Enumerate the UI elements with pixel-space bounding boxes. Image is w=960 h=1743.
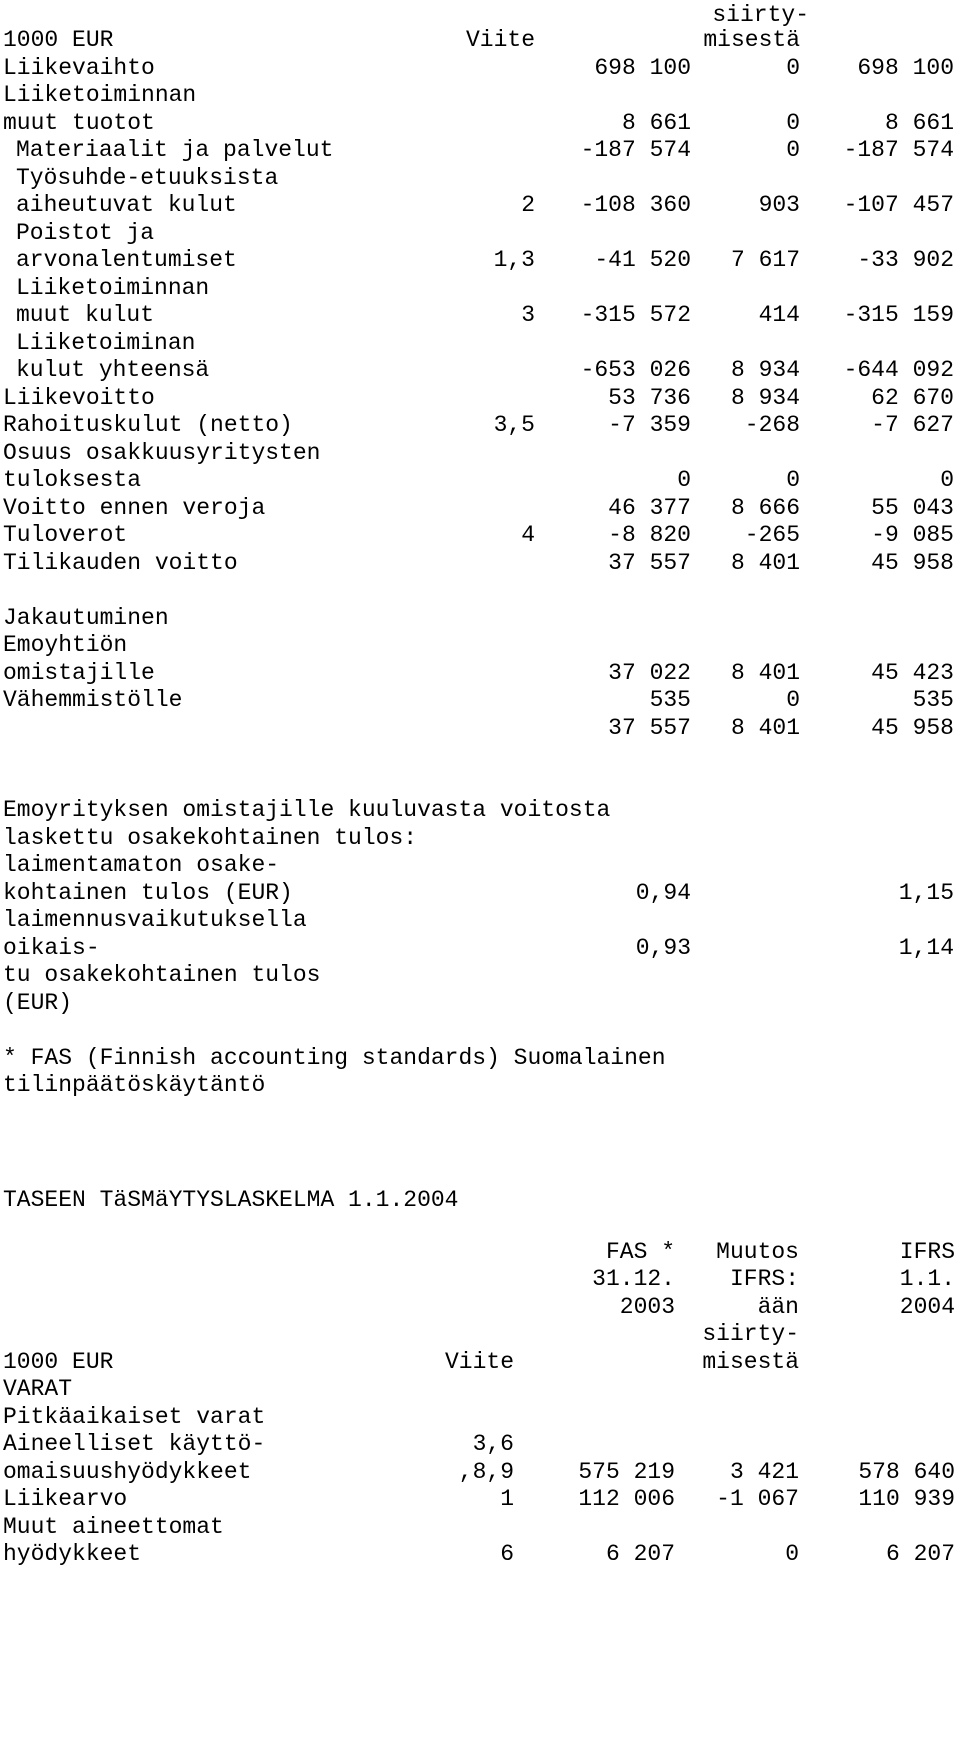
eps-heading: Emoyrityksen omistajille kuuluvasta voitosta [3, 797, 611, 823]
row-label-cont: kohtainen tulos (EUR) [3, 880, 293, 906]
row-label: Liikevoitto [3, 385, 155, 411]
value-viite: 4 [521, 522, 535, 548]
value-ifrs: 55 043 [871, 495, 954, 521]
table-row [0, 521, 960, 550]
value-viite: 3,5 [493, 412, 535, 438]
balance-header-row [0, 1265, 960, 1294]
value-ifrs: 0 [940, 467, 954, 493]
row-label-cont: tuloksesta [3, 467, 142, 493]
row-label: laimennusvaikutuksella [3, 907, 307, 933]
value-change: 8 934 [730, 385, 800, 411]
value-fas: 37 557 [608, 550, 691, 576]
value-viite: 1 [500, 1486, 514, 1512]
balance-header-row [0, 1320, 960, 1349]
row-label: Liiketoiminnan [16, 275, 210, 301]
value-change: 0 [786, 137, 800, 163]
col-header-viite: Viite [444, 1349, 514, 1375]
col-header-ifrs: 1.1. [899, 1266, 955, 1292]
row-label: Liikearvo [3, 1486, 128, 1512]
value-ifrs: 535 [912, 687, 954, 713]
value-ifrs: 45 423 [871, 660, 954, 686]
value-ifrs: 45 958 [871, 715, 954, 741]
value-change: 0 [786, 55, 800, 81]
row-label: Vähemmistölle [3, 687, 183, 713]
value-fas: 575 219 [578, 1459, 675, 1485]
table-row [0, 879, 960, 908]
row-label-cont: kulut yhteensä [16, 357, 210, 383]
value-viite: 3 [521, 302, 535, 328]
unit-label: 1000 EUR [3, 1349, 114, 1375]
row-label-cont: aiheutuvat kulut [16, 192, 237, 218]
table-row [0, 1458, 960, 1487]
footnote-line: * FAS (Finnish accounting standards) Suomalainen [3, 1045, 666, 1071]
value-viite: ,8,9 [458, 1459, 514, 1485]
row-label: Voitto ennen veroja [3, 495, 266, 521]
col-header-fas: 31.12. [592, 1266, 675, 1292]
row-label: Rahoituskulut (netto) [3, 412, 293, 438]
value-fas: 535 [649, 687, 691, 713]
value-ifrs: 62 670 [871, 385, 954, 411]
value-change: 8 401 [730, 550, 800, 576]
table-row [0, 356, 960, 385]
value-change: 0 [786, 467, 800, 493]
value-fas: 8 661 [621, 110, 691, 136]
balance-header-row [0, 1293, 960, 1322]
table-row [0, 301, 960, 330]
row-label: Materiaalit ja palvelut [16, 137, 334, 163]
table-row [0, 934, 960, 963]
table-row [0, 54, 960, 83]
row-label: Tuloverot [3, 522, 128, 548]
total-row [0, 714, 960, 743]
col-header-transition-top: siirty- [712, 2, 809, 28]
table-row [0, 549, 960, 578]
row-label-cont: tu osakekohtainen tulos [3, 962, 321, 988]
value-change: 7 617 [730, 247, 800, 273]
row-label: Poistot ja [16, 220, 155, 246]
value-fas: 0,94 [635, 880, 691, 906]
value-ifrs: -107 457 [843, 192, 954, 218]
table-row [0, 1485, 960, 1514]
value-viite: 3,6 [472, 1431, 514, 1457]
value-ifrs: 6 207 [885, 1541, 955, 1567]
value-ifrs: -9 085 [871, 522, 954, 548]
value-change: 0 [786, 687, 800, 713]
table-row [0, 411, 960, 440]
row-label-cont: omistajille [3, 660, 155, 686]
value-viite: 1,3 [493, 247, 535, 273]
row-label-cont: arvonalentumiset [16, 247, 237, 273]
row-label: Liiketoiminan [16, 330, 196, 356]
section-label: VARAT [3, 1376, 73, 1402]
table-row [0, 659, 960, 688]
row-label-cont: (EUR) [3, 990, 73, 1016]
value-fas: -108 360 [580, 192, 691, 218]
value-fas: 53 736 [608, 385, 691, 411]
row-label: Liikevaihto [3, 55, 155, 81]
balance-header-row [0, 1348, 960, 1377]
row-label-cont: omaisuushyödykkeet [3, 1459, 252, 1485]
value-ifrs: 45 958 [871, 550, 954, 576]
value-ifrs: 110 939 [858, 1486, 955, 1512]
value-ifrs: -187 574 [843, 137, 954, 163]
value-change: 8 401 [730, 660, 800, 686]
value-ifrs: 698 100 [857, 55, 954, 81]
row-label: Emoyhtiön [3, 632, 128, 658]
col-header-viite: Viite [465, 27, 535, 53]
value-change: 8 934 [730, 357, 800, 383]
value-fas: 0 [677, 467, 691, 493]
row-label-cont: muut tuotot [3, 110, 155, 136]
value-ifrs: 1,14 [898, 935, 954, 961]
row-label: Osuus osakkuusyritysten [3, 440, 321, 466]
col-header-fas: FAS * [605, 1239, 675, 1265]
row-label: Aineelliset käyttö- [3, 1431, 266, 1457]
value-change: 414 [758, 302, 800, 328]
value-viite: 2 [521, 192, 535, 218]
value-ifrs: 578 640 [858, 1459, 955, 1485]
value-change: -265 [744, 522, 800, 548]
col-header-transition: misestä [703, 27, 800, 53]
table-row [0, 136, 960, 165]
value-ifrs: -33 902 [857, 247, 954, 273]
value-ifrs: -315 159 [843, 302, 954, 328]
col-header-change: ään [757, 1294, 799, 1320]
balance-title: TASEEN TäSMäYTYSLASKELMA 1.1.2004 [3, 1187, 459, 1213]
value-change: -268 [744, 412, 800, 438]
row-label-cont: hyödykkeet [3, 1541, 142, 1567]
value-change: 0 [785, 1541, 799, 1567]
col-header-change: Muutos [716, 1239, 799, 1265]
footnote-line: tilinpäätöskäytäntö [3, 1072, 266, 1098]
section-title: Jakautuminen [3, 605, 169, 631]
table-row [0, 686, 960, 715]
value-ifrs: 8 661 [884, 110, 954, 136]
col-header-change: IFRS: [729, 1266, 799, 1292]
table-row [0, 466, 960, 495]
row-label-cont: muut kulut [16, 302, 155, 328]
value-ifrs: 1,15 [898, 880, 954, 906]
row-label: Muut aineettomat [3, 1514, 224, 1540]
eps-heading-cont: laskettu osakekohtainen tulos: [3, 825, 418, 851]
value-change: 8 666 [730, 495, 800, 521]
value-ifrs: -644 092 [843, 357, 954, 383]
row-label: Työsuhde-etuuksista [16, 165, 279, 191]
balance-header-row [0, 1238, 960, 1267]
value-change: 3 421 [729, 1459, 799, 1485]
value-fas: -187 574 [580, 137, 691, 163]
income-header-row [0, 26, 960, 55]
value-fas: 46 377 [608, 495, 691, 521]
value-fas: -8 820 [608, 522, 691, 548]
value-fas: 37 022 [608, 660, 691, 686]
value-change: 8 401 [730, 715, 800, 741]
value-fas: 698 100 [594, 55, 691, 81]
table-row [0, 191, 960, 220]
value-fas: -653 026 [580, 357, 691, 383]
table-row [0, 494, 960, 523]
value-fas: 112 006 [578, 1486, 675, 1512]
value-viite: 6 [500, 1541, 514, 1567]
col-header-ifrs: 2004 [899, 1294, 955, 1320]
col-header-change: misestä [702, 1349, 799, 1375]
unit-label: 1000 EUR [3, 27, 114, 53]
table-row [0, 109, 960, 138]
value-change: 903 [758, 192, 800, 218]
value-fas: -315 572 [580, 302, 691, 328]
value-fas: 6 207 [605, 1541, 675, 1567]
value-change: -1 067 [716, 1486, 799, 1512]
section-label: Pitkäaikaiset varat [3, 1404, 266, 1430]
value-fas: -41 520 [594, 247, 691, 273]
col-header-fas: 2003 [619, 1294, 675, 1320]
row-label: Tilikauden voitto [3, 550, 238, 576]
col-header-change: siirty- [702, 1321, 799, 1347]
value-fas: 0,93 [635, 935, 691, 961]
value-fas: 37 557 [608, 715, 691, 741]
table-row [0, 246, 960, 275]
row-label-cont: oikais- [3, 935, 100, 961]
value-change: 0 [786, 110, 800, 136]
table-row [0, 1540, 960, 1569]
value-ifrs: -7 627 [871, 412, 954, 438]
col-header-ifrs: IFRS [899, 1239, 955, 1265]
value-fas: -7 359 [608, 412, 691, 438]
table-row [0, 384, 960, 413]
row-label: Liiketoiminnan [3, 82, 197, 108]
row-label: laimentamaton osake- [3, 852, 280, 878]
